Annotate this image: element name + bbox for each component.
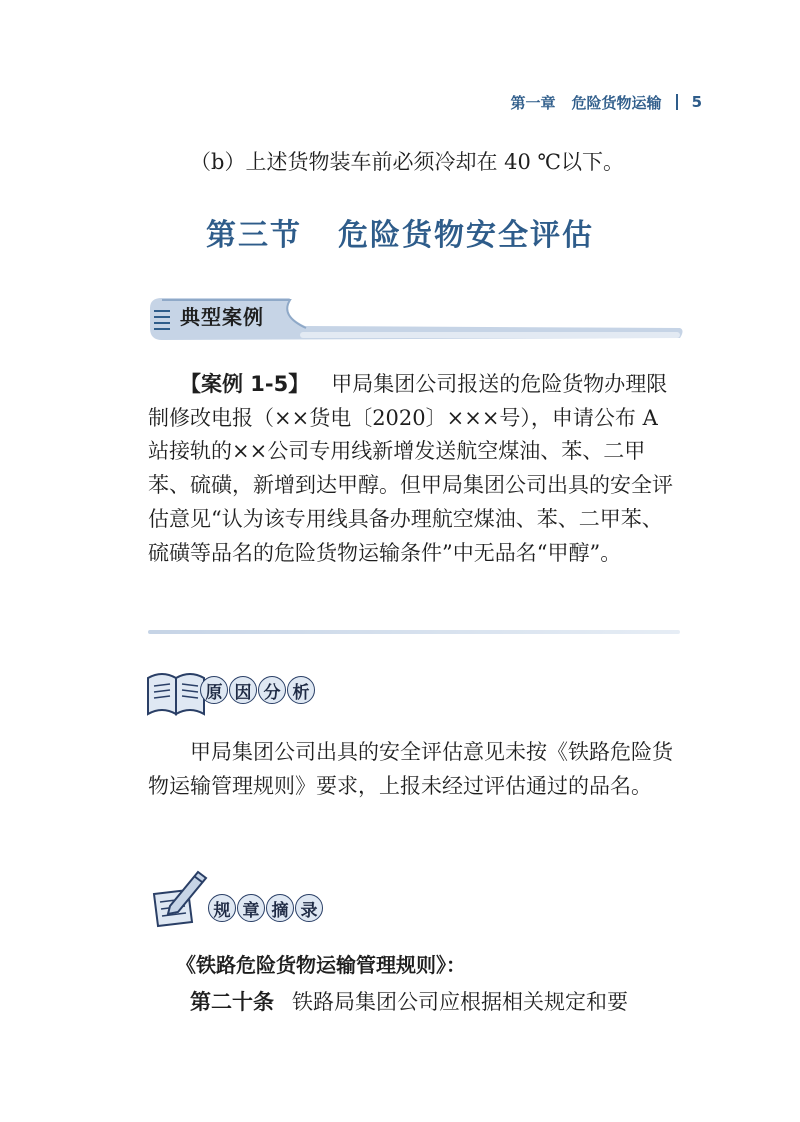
reason-char: 原	[200, 676, 228, 704]
regulation-excerpt-label	[208, 894, 324, 922]
page-number: 5	[691, 93, 702, 111]
article-text: 铁路局集团公司应根据相关规定和要	[292, 990, 628, 1014]
section-divider	[148, 630, 680, 634]
running-header	[511, 90, 702, 114]
header-divider	[676, 94, 678, 110]
case-banner-label: 典型案例	[180, 305, 264, 329]
open-book-icon	[144, 664, 208, 718]
reason-analysis-label	[200, 676, 316, 704]
reason-text: 甲局集团公司出具的安全评估意见未按《铁路危险货物运输管理规则》要求，上报未经过评估通过的品名。	[148, 740, 673, 798]
reason-char: 分	[258, 676, 286, 704]
article-line	[190, 986, 628, 1016]
case-text: 甲局集团公司报送的危险货物办理限制修改电报（××货电〔2020〕×××号），申请公布 A 站接轨的××公司专用线新增发送航空煤油、苯、二甲苯、硫磺，新增到达甲醇。但甲局集团公司出具的安全评估意见“认为该专用线具备办理航空煤油、苯、二甲苯、硫磺等品名的危险货物运输条件”中无品名“甲醇”。	[148, 372, 673, 565]
chapter-number: 第一章	[510, 93, 556, 112]
regulation-char: 摘	[266, 894, 294, 922]
regulation-char: 规	[208, 894, 236, 922]
chapter-title: 危险货物运输	[571, 93, 662, 112]
case-label: 【案例 1-5】	[180, 372, 310, 396]
pencil-notebook-icon	[148, 866, 214, 928]
section-name: 危险货物安全评估	[338, 218, 594, 253]
regulation-char: 录	[295, 894, 323, 922]
regulation-char: 章	[237, 894, 265, 922]
reason-char: 因	[229, 676, 257, 704]
section-number: 第三节	[206, 218, 302, 253]
article-number: 第二十条	[190, 990, 274, 1014]
section-title	[0, 210, 800, 254]
case-paragraph	[148, 368, 683, 570]
reason-char: 析	[287, 676, 315, 704]
reason-paragraph	[148, 736, 683, 803]
law-title: 《铁路危险货物运输管理规则》：	[176, 953, 466, 977]
intro-line: （b）上述货物装车前必须冷却在 40 ℃以下。	[190, 150, 625, 174]
